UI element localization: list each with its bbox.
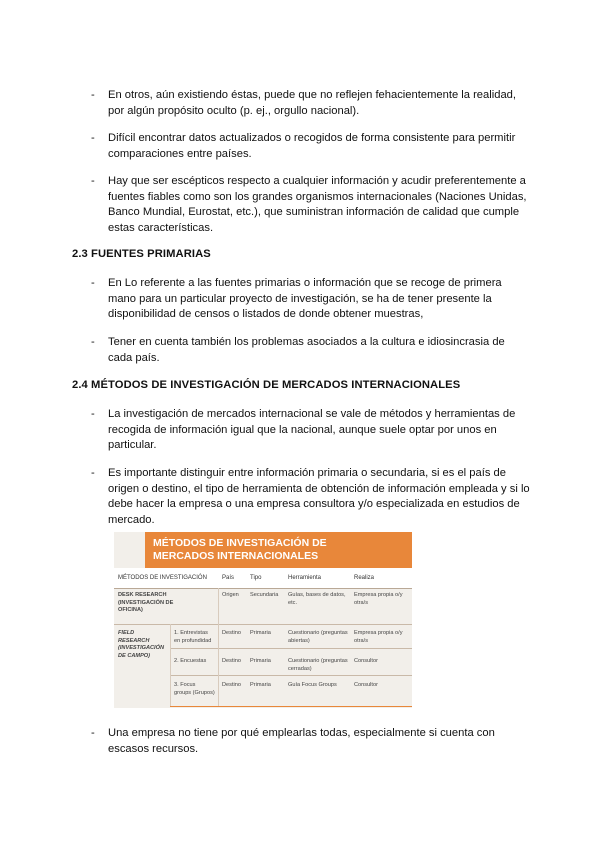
text-line: por algún propósito oculto (p. ej., orgullo nacional). (108, 104, 360, 117)
cell-line: Empresa propia o/y (354, 592, 403, 598)
field-pais: Destino (222, 658, 241, 664)
table-rule (170, 675, 412, 676)
desk-pais: Origen (222, 592, 239, 598)
table-rule (170, 648, 412, 649)
field-pais: Destino (222, 630, 241, 636)
text-line: Es importante distinguir entre información primaria o secundaria, si es el país de (108, 467, 506, 479)
cell-line: FIELD (118, 630, 135, 636)
col-header-realiza: Realiza (354, 575, 375, 581)
field-tipo: Primaria (250, 658, 271, 664)
list-item-text (108, 131, 515, 162)
list-item-text (108, 726, 495, 757)
field-pais: Destino (222, 682, 241, 688)
desk-realiza (354, 592, 403, 607)
figure-title-line: MÉTODOS DE INVESTIGACIÓN DE (153, 537, 327, 549)
cell-line: DE CAMPO) (118, 652, 151, 659)
field-realiza (354, 682, 378, 690)
desk-tipo: Secundaria (250, 592, 279, 598)
method-field-name (118, 630, 164, 660)
figure-header-row (114, 568, 412, 588)
text-line: escasos recursos. (108, 742, 199, 755)
table-vrule (218, 588, 219, 706)
field-herramienta (288, 658, 348, 673)
text-line: debe hacer la empresa o una empresa consultora y/o especializada en estudios de (108, 498, 520, 511)
field-sub-method (174, 658, 206, 666)
cell-line: 1. Entrevistas (174, 630, 208, 636)
list-item-text (108, 407, 515, 454)
method-desk-name (118, 592, 173, 615)
bullet-dash: - (91, 277, 95, 289)
cell-line: Consultor (354, 682, 378, 688)
methods-table-figure (114, 532, 412, 708)
col-header-metodos: MÉTODOS DE INVESTIGACIÓN (118, 575, 207, 581)
text-line: recogida de información igual que la nacional, aunque suele optar por unos en (108, 423, 497, 436)
desk-herramienta (288, 592, 346, 607)
cell-line: abiertas) (288, 637, 310, 644)
table-rule (114, 624, 412, 625)
cell-line: DESK RESEARCH (118, 592, 167, 598)
field-tipo: Primaria (250, 630, 271, 636)
table-rule (114, 588, 412, 589)
figure-banner (145, 532, 412, 568)
text-line: Banco Mundial, Eurostat, etc.), que suministran información de calidad que cumple (108, 206, 520, 219)
bullet-dash: - (91, 467, 95, 479)
cell-line: cerradas) (288, 665, 312, 672)
table-vrule (170, 624, 171, 706)
text-line: disponibilidad de censos o listados de donde obtener muestras, (108, 308, 424, 321)
bullet-dash: - (91, 336, 95, 348)
text-line: estas características. (108, 221, 214, 234)
text-line: En Lo referente a las fuentes primarias o información que se recoge de primera (108, 277, 502, 289)
cell-line: otra/s (354, 599, 368, 606)
bullet-dash: - (91, 132, 95, 144)
text-line: mano para un particular proyecto de investigación, se ha de tener presente la (108, 292, 492, 305)
table-rule (170, 706, 412, 707)
col-header-tipo: Tipo (250, 575, 262, 581)
field-herramienta (288, 682, 337, 690)
bullet-dash: - (91, 89, 95, 101)
text-line: particular. (108, 439, 157, 452)
cell-line: 2. Encuestas (174, 658, 207, 664)
text-line: Difícil encontrar datos actualizados o recogidos de forma consistente para permitir (108, 132, 516, 144)
text-line: cada país. (108, 351, 160, 364)
cell-line: Guía Focus Groups (288, 682, 337, 688)
field-realiza (354, 630, 403, 645)
list-item-text (108, 466, 530, 528)
field-realiza (354, 658, 378, 666)
list-item-text (108, 174, 527, 236)
cell-line: RESEARCH (118, 637, 150, 644)
field-herramienta (288, 630, 348, 645)
cell-line: OFICINA) (118, 607, 143, 613)
section-heading-2-4: 2.4 MÉTODOS DE INVESTIGACIÓN DE MERCADOS INTERNACIONALES (72, 379, 461, 391)
cell-line: (INVESTIGACIÓN DE (118, 599, 174, 606)
list-item-text (108, 276, 502, 323)
cell-line: Empresa propia o/y (354, 630, 403, 636)
cell-line: (INVESTIGACIÓN (118, 645, 164, 651)
text-line: fuentes fiables como son los grandes organismos internacionales (Naciones Unidas, (108, 190, 527, 203)
text-line: En otros, aún existiendo éstas, puede que no reflejen fehacientemente la realidad, (108, 89, 516, 101)
cell-line: Cuestionario (preguntas (288, 630, 348, 636)
list-item-text (108, 88, 516, 119)
figure-title-line: MERCADOS INTERNACIONALES (153, 550, 319, 562)
field-sub-method (174, 682, 215, 697)
col-header-herramienta: Herramienta (288, 575, 322, 581)
cell-line: Cuestionario (preguntas (288, 658, 348, 664)
cell-line: Guías, bases de datos, (288, 592, 346, 598)
bullet-dash: - (91, 727, 95, 739)
list-item-text (108, 335, 505, 366)
text-line: Una empresa no tiene por qué emplearlas todas, especialmente si cuenta con (108, 727, 495, 739)
bullet-dash: - (91, 175, 95, 187)
cell-line: Consultor (354, 658, 378, 664)
text-line: Hay que ser escépticos respecto a cualquier información y acudir preferentemente a (108, 175, 526, 187)
cell-line: en profundidad (174, 637, 212, 644)
cell-line: etc. (288, 599, 298, 606)
cell-line: 3. Focus (174, 682, 196, 688)
cell-line: otra/s (354, 637, 368, 644)
field-sub-method (174, 630, 211, 645)
col-header-pais: País (222, 575, 235, 581)
section-heading-2-3: 2.3 FUENTES PRIMARIAS (72, 248, 211, 260)
text-line: origen o destino, el tipo de herramienta de obtención de información empleada y si lo (108, 482, 530, 495)
text-line: Tener en cuenta también los problemas asociados a la cultura e idiosincrasia de (108, 336, 505, 348)
text-line: La investigación de mercados internacional se vale de métodos y herramientas de (108, 408, 516, 420)
text-line: mercado. (108, 513, 155, 526)
bullet-dash: - (91, 408, 95, 420)
text-line: comparaciones entre países. (108, 147, 252, 160)
field-tipo: Primaria (250, 682, 271, 688)
cell-line: groups (Grupos) (174, 689, 215, 696)
